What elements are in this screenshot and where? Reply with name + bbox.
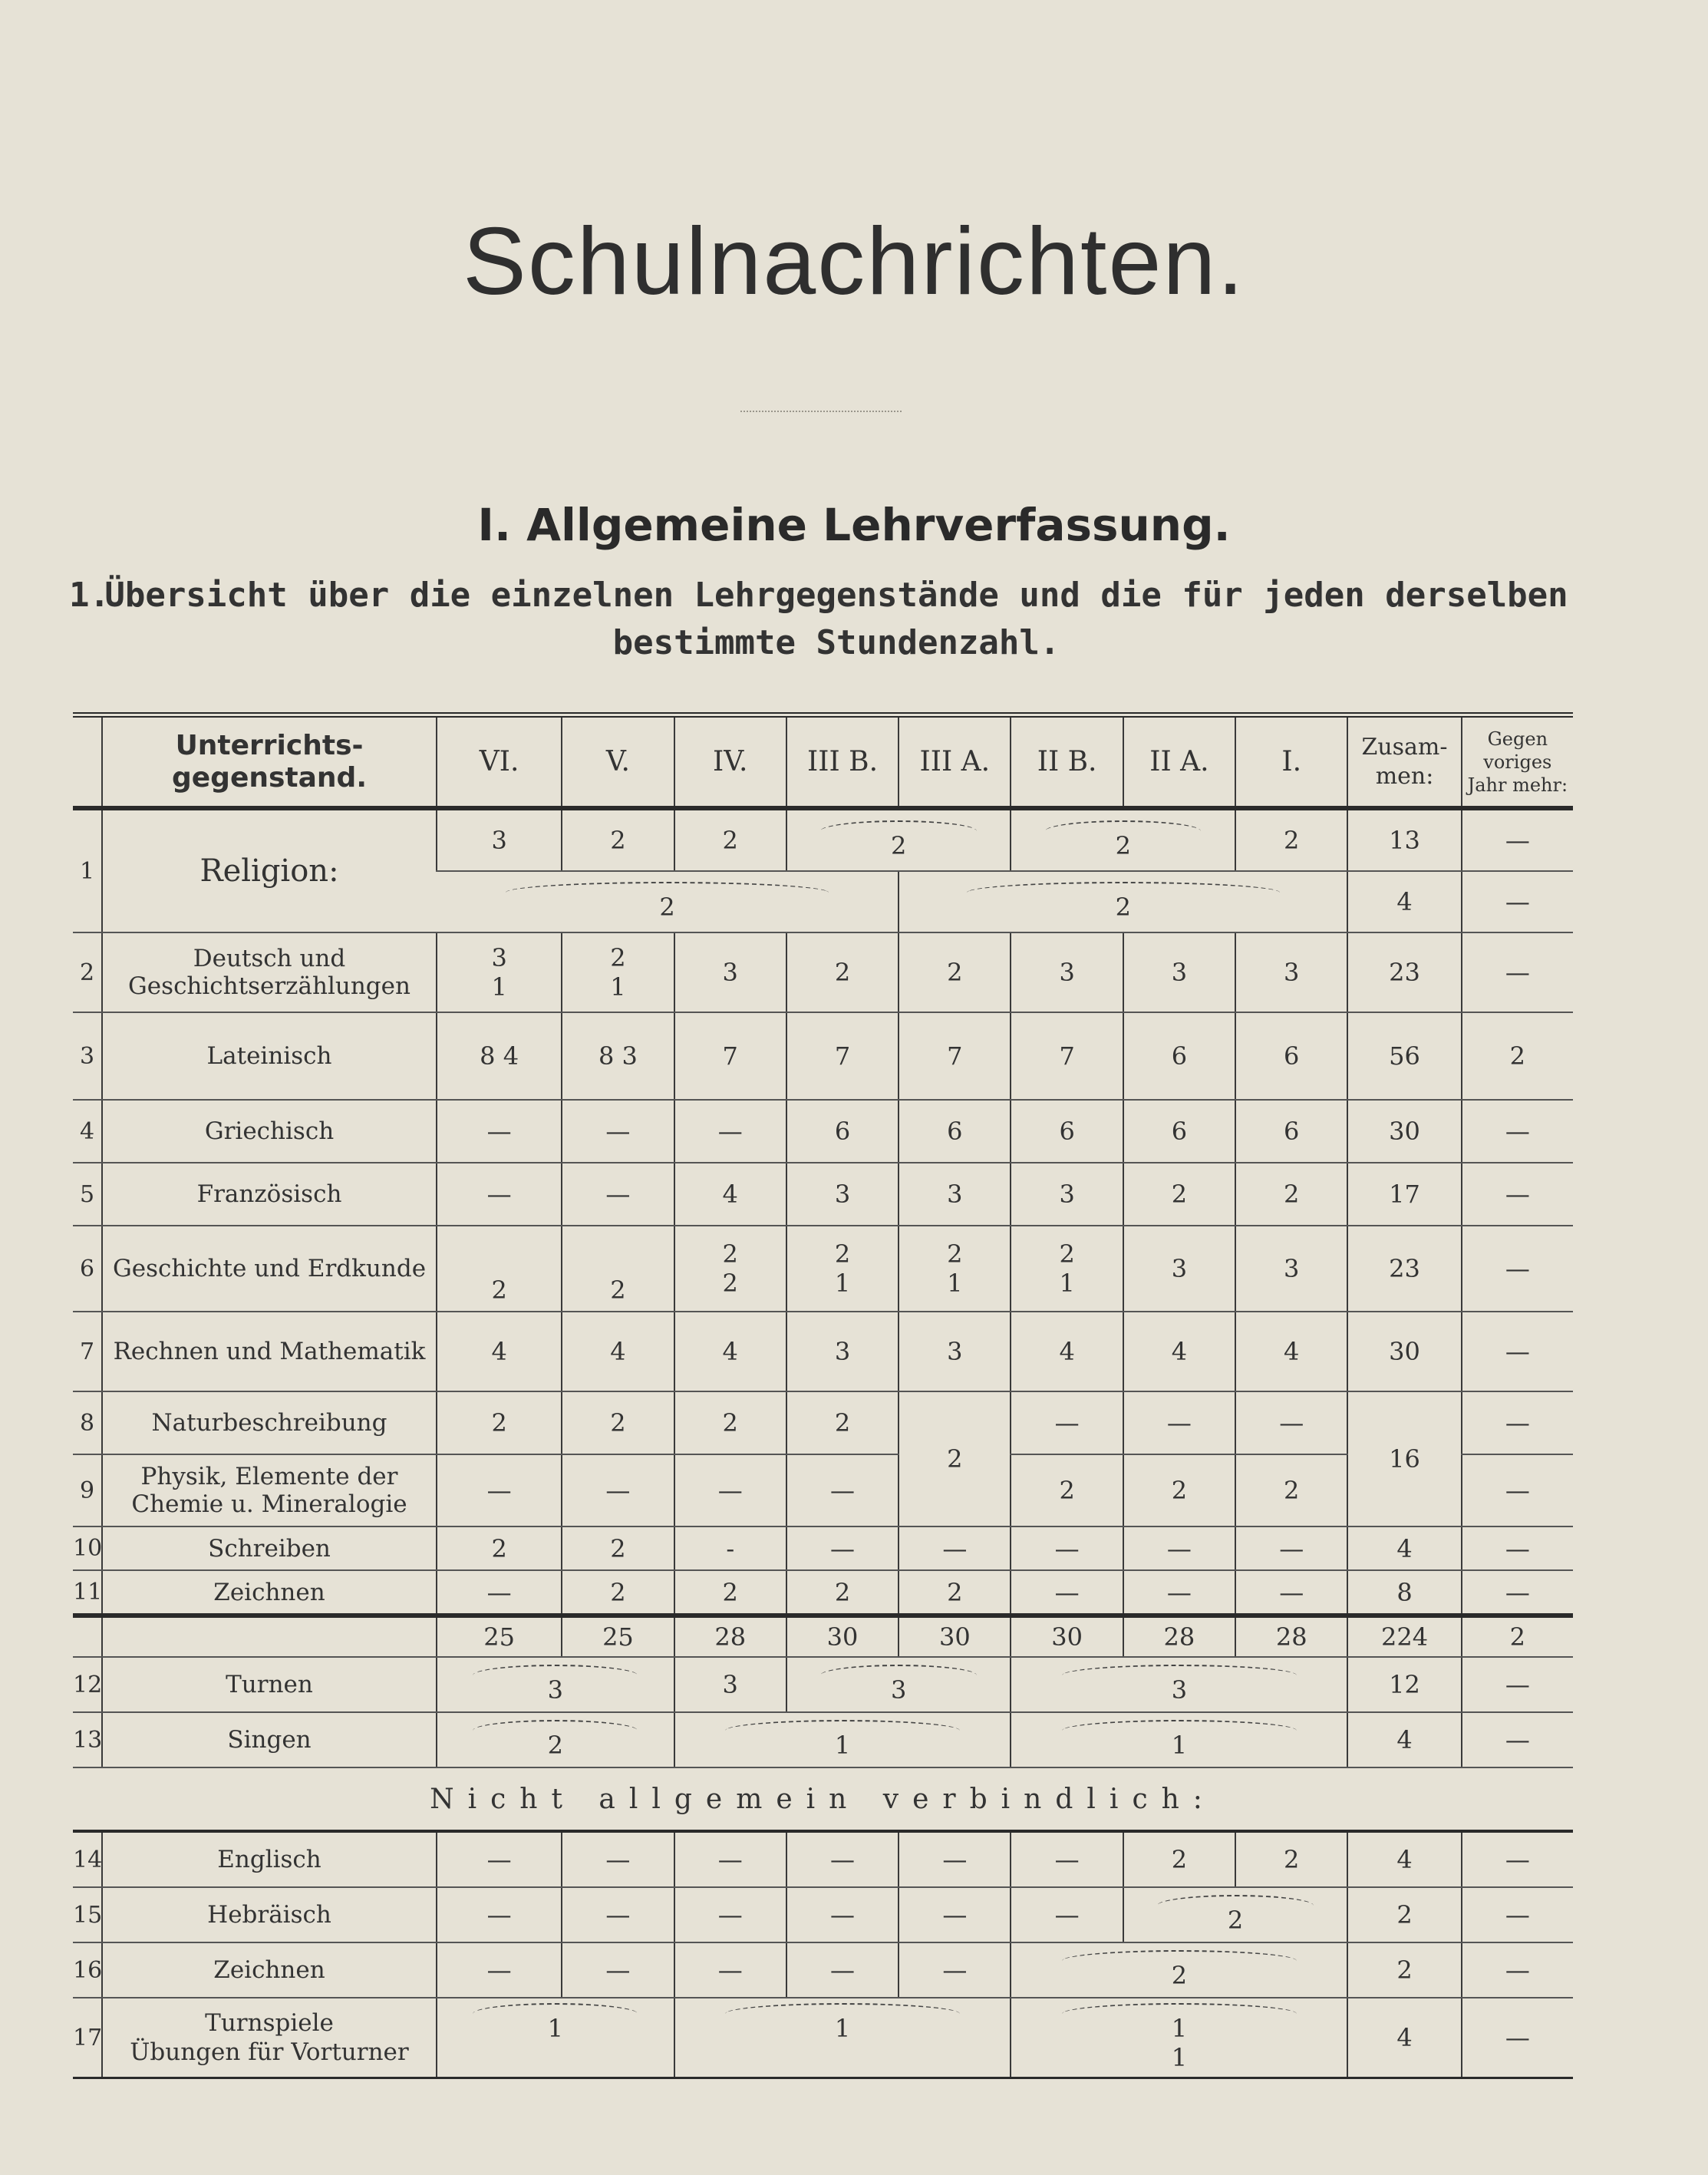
cell: — xyxy=(1123,1526,1235,1570)
cell: 4 xyxy=(674,1163,786,1226)
subject-name: Französisch xyxy=(102,1163,437,1226)
cell: 2 xyxy=(562,1226,674,1312)
cell-diff: — xyxy=(1462,932,1573,1012)
cell-total: 30 xyxy=(1347,1312,1461,1391)
cell-sum: 28 xyxy=(1123,1616,1235,1657)
cell-diff: — xyxy=(1462,1887,1573,1942)
cell: — xyxy=(437,1454,562,1526)
header-row xyxy=(73,715,1573,809)
cell-sum: 28 xyxy=(674,1616,786,1657)
header-class: IV. xyxy=(674,715,786,809)
brace xyxy=(725,2003,960,2014)
cell: 6 xyxy=(1123,1100,1235,1163)
table-row xyxy=(73,1391,1573,1454)
row-number: 16 xyxy=(73,1942,102,1998)
cell: 4 xyxy=(1235,1312,1347,1391)
cell: — xyxy=(1123,1570,1235,1616)
cell: 3 xyxy=(1011,1163,1123,1226)
brace xyxy=(1062,2003,1297,2014)
cell-group: 2 xyxy=(1011,1942,1347,1998)
row-number: 1 xyxy=(73,808,102,932)
cell: 2 xyxy=(1235,1163,1347,1226)
cell-total: 13 xyxy=(1347,808,1461,871)
cell: 7 xyxy=(899,1012,1011,1100)
cell-group: 2 xyxy=(437,871,899,932)
table-row xyxy=(73,932,1573,1012)
cell: — xyxy=(562,1831,674,1887)
cell-diff: — xyxy=(1462,1712,1573,1767)
brace xyxy=(473,2003,638,2014)
row-number: 9 xyxy=(73,1454,102,1526)
cell: 2 xyxy=(674,1391,786,1454)
brace xyxy=(1062,1950,1297,1961)
cell: — xyxy=(674,1454,786,1526)
cell-diff: — xyxy=(1462,1942,1573,1998)
cell: — xyxy=(786,1942,899,1998)
cell-total: 224 xyxy=(1347,1616,1461,1657)
cell: 2 xyxy=(1011,1454,1123,1526)
cell: 7 xyxy=(1011,1012,1123,1100)
brace xyxy=(1157,1895,1313,1906)
page-title: Schulnachrichten. xyxy=(463,209,1245,315)
brace xyxy=(1045,820,1201,831)
cell: — xyxy=(562,1942,674,1998)
cell: 6 xyxy=(1011,1100,1123,1163)
optional-subjects-label: Nicht allgemein verbindlich: xyxy=(73,1767,1573,1831)
cell: 3 xyxy=(1235,932,1347,1012)
table-row xyxy=(73,1570,1573,1616)
cell-group: 1 xyxy=(437,1998,674,2078)
cell-sum: 28 xyxy=(1235,1616,1347,1657)
cell: 3 xyxy=(786,1312,899,1391)
cell-group: 2 xyxy=(1123,1887,1348,1942)
cell-group: 1 xyxy=(674,1998,1011,2078)
section-heading: I. Allgemeine Lehrverfassung. xyxy=(477,499,1231,551)
cell: 2 xyxy=(899,1570,1011,1616)
cell: — xyxy=(786,1887,899,1942)
cell: 4 xyxy=(562,1312,674,1391)
subject-name xyxy=(102,808,437,932)
row-number: 7 xyxy=(73,1312,102,1391)
brace xyxy=(725,1720,960,1731)
cell-sum: 30 xyxy=(786,1616,899,1657)
cell: — xyxy=(674,1887,786,1942)
cell: 4 xyxy=(1011,1312,1123,1391)
cell-total: 17 xyxy=(1347,1163,1461,1226)
cell: 7 xyxy=(674,1012,786,1100)
brace xyxy=(1062,1665,1297,1675)
cell: 6 xyxy=(1123,1012,1235,1100)
cell: 2 xyxy=(786,1391,899,1454)
cell: — xyxy=(1011,1831,1123,1887)
table-row xyxy=(73,1657,1573,1712)
cell-diff: 2 xyxy=(1462,1616,1573,1657)
table-row xyxy=(73,808,1573,871)
cell: — xyxy=(1123,1391,1235,1454)
row-number: 6 xyxy=(73,1226,102,1312)
cell: 6 xyxy=(786,1100,899,1163)
cell: 2 xyxy=(1235,1831,1347,1887)
cell-diff: — xyxy=(1462,1100,1573,1163)
cell: 6 xyxy=(1235,1012,1347,1100)
cell: 3 xyxy=(899,1312,1011,1391)
cell: 2 xyxy=(562,1526,674,1570)
cell: 2 xyxy=(899,932,1011,1012)
cell: 3 1 xyxy=(437,932,562,1012)
table-row xyxy=(73,1226,1573,1312)
cell: 2 xyxy=(1235,808,1347,871)
brace xyxy=(473,1720,638,1731)
cell: 2 xyxy=(674,808,786,871)
cell-total: 56 xyxy=(1347,1012,1461,1100)
subject-name: Englisch xyxy=(102,1831,437,1887)
cell-diff: — xyxy=(1462,1391,1573,1454)
row-number: 5 xyxy=(73,1163,102,1226)
cell: 2 xyxy=(437,1391,562,1454)
cell: 2 1 xyxy=(786,1226,899,1312)
cell: 2 xyxy=(899,1391,1011,1526)
cell: 7 xyxy=(786,1012,899,1100)
brace xyxy=(506,882,829,893)
cell: 3 xyxy=(1123,1226,1235,1312)
cell-total: 16 xyxy=(1347,1391,1461,1526)
table-row xyxy=(73,1526,1573,1570)
cell-total: 4 xyxy=(1347,1831,1461,1887)
row-number: 15 xyxy=(73,1887,102,1942)
cell: 3 xyxy=(674,1657,786,1712)
cell-sum: 25 xyxy=(562,1616,674,1657)
cell: — xyxy=(899,1887,1011,1942)
cell: 6 xyxy=(1235,1100,1347,1163)
cell: — xyxy=(1011,1570,1123,1616)
table-row xyxy=(73,1012,1573,1100)
cell: — xyxy=(899,1526,1011,1570)
cell: 2 2 xyxy=(674,1226,786,1312)
bracket-sum: 3 xyxy=(622,1041,638,1071)
cell: 6 xyxy=(899,1100,1011,1163)
row-number: 12 xyxy=(73,1657,102,1712)
cell-diff: — xyxy=(1462,1454,1573,1526)
brace xyxy=(820,820,976,831)
cell: 2 xyxy=(674,1570,786,1616)
ornament-divider xyxy=(740,411,902,418)
cell-sum: 25 xyxy=(437,1616,562,1657)
table-row xyxy=(73,1942,1573,1998)
cell: — xyxy=(437,1163,562,1226)
cell: — xyxy=(786,1526,899,1570)
cell-diff: — xyxy=(1462,808,1573,871)
cell-diff: — xyxy=(1462,1831,1573,1887)
brace xyxy=(473,1665,638,1675)
header-class: III A. xyxy=(899,715,1011,809)
row-number: 17 xyxy=(73,1998,102,2078)
subject-name: Geschichte und Erdkunde xyxy=(102,1226,437,1312)
subject-name: Deutsch und Geschichtserzählungen xyxy=(102,932,437,1012)
row-number: 11 xyxy=(73,1570,102,1616)
cell-diff: — xyxy=(1462,1526,1573,1570)
cell-group: 3 xyxy=(437,1657,674,1712)
subject-name: Physik, Elemente der Chemie u. Mineralogie xyxy=(102,1454,437,1526)
cell-diff: — xyxy=(1462,1312,1573,1391)
header-diff: Gegen voriges Jahr mehr: xyxy=(1462,715,1573,809)
cell: 3 xyxy=(1123,932,1235,1012)
cell: — xyxy=(1235,1526,1347,1570)
subheading xyxy=(69,572,1604,667)
cell-group: 2 xyxy=(899,871,1347,932)
cell: 2 xyxy=(1123,1163,1235,1226)
cell-group: 1 xyxy=(674,1712,1011,1767)
cell-diff: — xyxy=(1462,871,1573,932)
cell: 2 xyxy=(786,1570,899,1616)
row-number: 4 xyxy=(73,1100,102,1163)
cell-total: 4 xyxy=(1347,1526,1461,1570)
cell: — xyxy=(899,1831,1011,1887)
sum-row xyxy=(73,1616,1573,1657)
cell-diff: 2 xyxy=(1462,1012,1573,1100)
cell-diff: — xyxy=(1462,1226,1573,1312)
cell: — xyxy=(437,1570,562,1616)
subject-name: Hebräisch xyxy=(102,1887,437,1942)
cell: — xyxy=(562,1454,674,1526)
cell-diff: — xyxy=(1462,1570,1573,1616)
cell-total: 8 xyxy=(1347,1570,1461,1616)
cell: 2 1 xyxy=(562,932,674,1012)
table-row xyxy=(73,1998,1573,2078)
row-number: 14 xyxy=(73,1831,102,1887)
cell-group: 3 xyxy=(786,1657,1011,1712)
bracket-sum: 4 xyxy=(503,1041,519,1071)
row-number: 10 xyxy=(73,1526,102,1570)
subject-name: Lateinisch xyxy=(102,1012,437,1100)
cell: — xyxy=(562,1163,674,1226)
cell-diff: — xyxy=(1462,1998,1573,2078)
header-class: II B. xyxy=(1011,715,1123,809)
cell-total: 4 xyxy=(1347,1998,1461,2078)
cell xyxy=(102,1616,437,1657)
cell: — xyxy=(674,1100,786,1163)
cell: - xyxy=(674,1526,786,1570)
cell: — xyxy=(562,1887,674,1942)
table-row xyxy=(73,1712,1573,1767)
row-number: 2 xyxy=(73,932,102,1012)
header-subject: Unterrichts-gegenstand. xyxy=(102,715,437,809)
cell: 2 xyxy=(1123,1454,1235,1526)
cell: — xyxy=(1011,1526,1123,1570)
cell-total: 30 xyxy=(1347,1100,1461,1163)
cell: 3 xyxy=(786,1163,899,1226)
cell: — xyxy=(786,1831,899,1887)
brace xyxy=(820,1665,976,1675)
section-divider-row xyxy=(73,1767,1573,1831)
cell-diff: — xyxy=(1462,1163,1573,1226)
cell: 4 xyxy=(437,1312,562,1391)
subheading-text: Übersicht über die einzelnen Lehrgegenstände und die für jeden derselben bestimmte Stundenzahl. xyxy=(104,576,1568,662)
table-row xyxy=(73,1831,1573,1887)
row-number: 13 xyxy=(73,1712,102,1767)
cell-group: 2 xyxy=(786,808,1011,871)
religion-label: Religion: xyxy=(199,853,339,889)
cell: 2 1 xyxy=(1011,1226,1123,1312)
cell: — xyxy=(437,1100,562,1163)
cell: 3 xyxy=(674,932,786,1012)
header-class: II A. xyxy=(1123,715,1235,809)
header-class: I. xyxy=(1235,715,1347,809)
cell: 2 1 xyxy=(899,1226,1011,1312)
cell: 2 xyxy=(562,1570,674,1616)
cell: 2 xyxy=(786,932,899,1012)
cell: 2 xyxy=(437,1526,562,1570)
cell: 2 xyxy=(1235,1454,1347,1526)
cell-total: 4 xyxy=(1347,1712,1461,1767)
subject-name: Zeichnen xyxy=(102,1942,437,1998)
subject-name: Schreiben xyxy=(102,1526,437,1570)
cell: — xyxy=(437,1942,562,1998)
cell: 2 xyxy=(562,1391,674,1454)
cell: — xyxy=(1011,1887,1123,1942)
cell-group: 2 xyxy=(1011,808,1235,871)
header-total: Zusam-men: xyxy=(1347,715,1461,809)
cell: 3 xyxy=(437,808,562,871)
header-class: III B. xyxy=(786,715,899,809)
brace xyxy=(1062,1720,1297,1731)
cell-sum: 30 xyxy=(1011,1616,1123,1657)
subheading-number: 1. xyxy=(69,576,110,615)
cell-group: 2 xyxy=(437,1712,674,1767)
cell-total: 23 xyxy=(1347,932,1461,1012)
row-number: 8 xyxy=(73,1391,102,1454)
cell: 3 xyxy=(1011,932,1123,1012)
cell: — xyxy=(437,1887,562,1942)
cell-total: 23 xyxy=(1347,1226,1461,1312)
header-nr xyxy=(73,715,102,809)
cell-total: 2 xyxy=(1347,1887,1461,1942)
brace xyxy=(967,882,1280,893)
subject-name: Singen xyxy=(102,1712,437,1767)
subject-name: Zeichnen xyxy=(102,1570,437,1616)
cell-total: 12 xyxy=(1347,1657,1461,1712)
cell-total: 4 xyxy=(1347,871,1461,932)
row-number: 3 xyxy=(73,1012,102,1100)
cell: — xyxy=(899,1942,1011,1998)
cell: — xyxy=(437,1831,562,1887)
header-class: VI. xyxy=(437,715,562,809)
subject-name: Griechisch xyxy=(102,1100,437,1163)
subject-name: Naturbeschreibung xyxy=(102,1391,437,1454)
cell: 2 xyxy=(1123,1831,1235,1887)
header-class: V. xyxy=(562,715,674,809)
table-row xyxy=(73,1887,1573,1942)
cell: — xyxy=(674,1831,786,1887)
cell-diff: — xyxy=(1462,1657,1573,1712)
subject-name: Rechnen und Mathematik xyxy=(102,1312,437,1391)
cell-total: 2 xyxy=(1347,1942,1461,1998)
cell: — xyxy=(1011,1391,1123,1454)
table-row xyxy=(73,1312,1573,1391)
cell: 8 4 xyxy=(437,1012,562,1100)
cell: — xyxy=(786,1454,899,1526)
table-row xyxy=(73,1163,1573,1226)
cell-sum: 30 xyxy=(899,1616,1011,1657)
cell: — xyxy=(1235,1570,1347,1616)
cell: — xyxy=(674,1942,786,1998)
lesson-table xyxy=(73,712,1573,2079)
cell: — xyxy=(1235,1391,1347,1454)
cell: 4 xyxy=(1123,1312,1235,1391)
subject-name: Turnspiele Übungen für Vorturner xyxy=(102,1998,437,2078)
table-row xyxy=(73,1100,1573,1163)
cell xyxy=(73,1616,102,1657)
cell: 2 xyxy=(562,808,674,871)
cell: 8 3 xyxy=(562,1012,674,1100)
cell: 3 xyxy=(1235,1226,1347,1312)
subject-name: Turnen xyxy=(102,1657,437,1712)
cell-group: 1 1 xyxy=(1011,1998,1347,2078)
cell: 4 xyxy=(674,1312,786,1391)
cell: 2 xyxy=(437,1226,562,1312)
cell: 3 xyxy=(899,1163,1011,1226)
cell-group: 1 xyxy=(1011,1712,1347,1767)
cell-group: 3 xyxy=(1011,1657,1347,1712)
cell: — xyxy=(562,1100,674,1163)
